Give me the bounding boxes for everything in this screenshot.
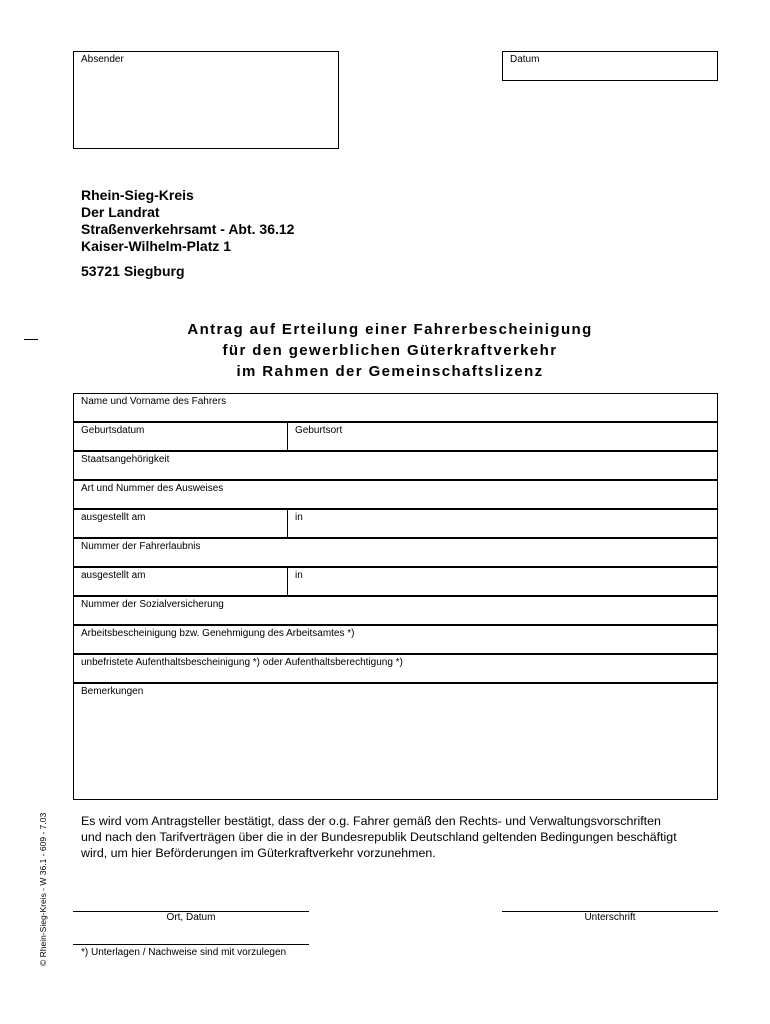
declaration-line-3: wird, um hier Beförderungen im Güterkraftverkehr vorzunehmen.	[81, 846, 436, 860]
place-date-label: Ort, Datum	[166, 912, 216, 923]
recipient-city: 53721 Siegburg	[81, 263, 185, 279]
footnote: *) Unterlagen / Nachweise sind mit vorzulegen	[81, 947, 287, 958]
work-permit-field[interactable]	[73, 625, 718, 654]
recipient-line-3: Straßenverkehrsamt - Abt. 36.12	[81, 221, 295, 237]
signature-label: Unterschrift	[584, 912, 636, 923]
recipient-line-1: Rhein-Sieg-Kreis	[81, 187, 194, 203]
work-permit-label: Arbeitsbescheinigung bzw. Genehmigung des Arbeitsamtes *)	[81, 628, 355, 639]
residence-permit-field[interactable]	[73, 654, 718, 683]
id-issued-in-label: in	[295, 512, 303, 523]
form-title-line-1: Antrag auf Erteilung einer Fahrerbescheinigung	[187, 321, 593, 338]
column-divider	[287, 510, 288, 537]
column-divider	[287, 423, 288, 450]
nationality-field[interactable]	[73, 451, 718, 480]
birth-row	[73, 422, 718, 451]
recipient-line-2: Der Landrat	[81, 204, 160, 220]
date-box[interactable]	[502, 51, 718, 81]
license-number-field[interactable]	[73, 538, 718, 567]
fold-mark	[24, 339, 38, 340]
date-label: Datum	[510, 54, 540, 65]
id-issued-on-label: ausgestellt am	[81, 512, 146, 523]
residence-permit-label: unbefristete Aufenthaltsbescheinigung *) oder Aufenthaltsberechtigung *)	[81, 657, 403, 668]
license-number-label: Nummer der Fahrerlaubnis	[81, 541, 201, 552]
declaration-line-2: und nach den Tarifverträgen über die in der Bundesrepublik Deutschland geltenden Bedingungen beschäftigt	[81, 830, 677, 844]
recipient-line-4: Kaiser-Wilhelm-Platz 1	[81, 238, 232, 254]
remarks-field[interactable]	[73, 683, 718, 800]
id-document-field[interactable]	[73, 480, 718, 509]
social-security-label: Nummer der Sozialversicherung	[81, 599, 224, 610]
driver-name-field[interactable]	[73, 393, 718, 422]
nationality-label: Staatsangehörigkeit	[81, 454, 170, 465]
driver-name-label: Name und Vorname des Fahrers	[81, 396, 227, 407]
declaration-line-1: Es wird vom Antragsteller bestätigt, dass der o.g. Fahrer gemäß den Rechts- und Verwaltungsvorschriften	[81, 814, 661, 828]
id-issue-row	[73, 509, 718, 538]
column-divider	[287, 568, 288, 595]
form-title-line-2: für den gewerblichen Güterkraftverkehr	[222, 342, 558, 359]
license-issue-row	[73, 567, 718, 596]
license-issued-on-label: ausgestellt am	[81, 570, 146, 581]
birth-date-label: Geburtsdatum	[81, 425, 145, 436]
sender-label: Absender	[81, 54, 124, 65]
form-title-line-3: im Rahmen der Gemeinschaftslizenz	[236, 363, 544, 380]
footnote-divider	[73, 944, 309, 945]
declaration-text	[81, 813, 721, 861]
social-security-field[interactable]	[73, 596, 718, 625]
remarks-label: Bemerkungen	[81, 686, 144, 697]
sender-box[interactable]	[73, 51, 339, 149]
id-document-label: Art und Nummer des Ausweises	[81, 483, 224, 494]
license-issued-in-label: in	[295, 570, 303, 581]
birth-place-label: Geburtsort	[295, 425, 343, 436]
copyright-side-note: © Rhein-Sieg-Kreis - W 36.1 - 609 - 7.03	[38, 812, 48, 966]
